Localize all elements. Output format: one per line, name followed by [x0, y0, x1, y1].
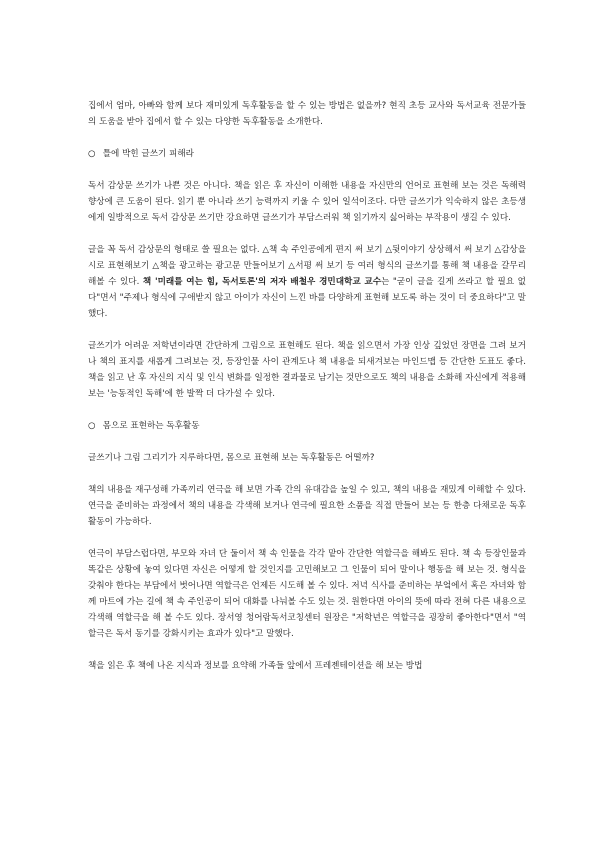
circle-bullet-icon: ○ [88, 421, 96, 431]
paragraph-text: 글을 꼭 독서 감상문의 형태로 쓸 필요는 없다. △책 속 주인공에게 편지 써 보기 △뒷이야기 상상해서 써 보기 △감상을 시로 표현해보기 △책을 광고하는 광고문 만들어보기 △서평 써 보기 등 여러 형식의 글쓰기를 통해 책 내용을 갈무리 해볼 수 있다. [88, 245, 526, 287]
paragraph: 책의 내용을 재구성해 가족끼리 연극을 해 보면 가족 간의 유대감을 높일 수 있고, 책의 내용을 재밌게 이해할 수 있다. 연극을 준비하는 과정에서 책의 내용을 각색해 보거나 연극에 필요한 소품을 직접 만들어 보는 등 한층 다채로운 독후활동이 가능하다. [88, 485, 526, 527]
section-heading-text: 몸으로 표현하는 독후활동 [102, 421, 200, 431]
paragraph: 책을 읽은 후 책에 나온 지식과 정보를 요약해 가족들 앞에서 프레젠테이션을 해 보는 방법 [88, 661, 423, 671]
section-heading-text: 틀에 박힌 글쓰기 피해라 [102, 149, 194, 159]
paragraph: 독서 감상문 쓰기가 나쁜 것은 아니다. 책을 읽은 후 자신이 이해한 내용을 자신만의 언어로 표현해 보는 것은 독해력 향상에 큰 도움이 된다. 읽기 뿐 아니라 쓰기 능력까지 키울 수 있어 일석이조다. 다만 글쓰기가 익숙하지 않은 초등생에게 일방적으로 독서 감상문 쓰기만 강요하면 글쓰기가 부담스러워 책 읽기까지 싫어하는 부작용이 생길 수 있다. [88, 181, 526, 223]
paragraph-text: 는 "굳이 글을 길게 쓰라고 할 필요 없다"면서 "주제나 형식에 구애받지 않고 아이가 자신이 느낀 바를 다양하게 표현해 보도록 하는 것이 더 중요하다"고 말했다. [88, 277, 526, 319]
paragraph-with-quote [88, 242, 526, 322]
paragraph: 글쓰기나 그림 그리기가 지루하다면, 몸으로 표현해 보는 독후활동은 어떨까? [88, 453, 375, 463]
bold-source-attribution: 책 '미래를 여는 힘, 독서토론'의 저자 배철우 경민대학교 교수 [142, 277, 382, 287]
paragraph: 연극이 부담스럽다면, 부모와 자녀 단 둘이서 책 속 인물을 각각 맡아 간단한 역할극을 해봐도 된다. 책 속 등장인물과 똑같은 상황에 놓여 있다면 자신은 어떻게 할 것인지를 고민해보고 그 인물이 되어 말이나 행동을 해 보는 것. 형식을 갖춰야 한다는 부담에서 벗어나면 역할극은 언제든 시도해 볼 수 있다. 저녁 식사를 준비하는 부엌에서 혹은 자녀와 함께 마트에 가는 길에 책 속 주인공이 되어 대화를 나눠볼 수도 있는 것. 원한다면 아이의 뜻에 따라 전혀 다른 내용으로 각색해 역할극을 해 볼 수도 있다. 장서영 청어람독서코칭센터 원장은 "저학년은 역할극을 굉장히 좋아한다"면서 "역할극은 독서 동기를 강화시키는 효과가 있다"고 말했다. [88, 549, 526, 639]
section-heading-writing [88, 146, 526, 162]
section-heading-body [88, 418, 526, 434]
intro-paragraph: 집에서 엄마, 아빠와 함께 보다 재미있게 독후활동을 할 수 있는 방법은 없을까? 현직 초등 교사와 독서교육 전문가들의 도움을 받아 집에서 할 수 있는 다양한 독후활동을 소개한다. [88, 101, 526, 127]
circle-bullet-icon: ○ [88, 149, 96, 159]
paragraph: 글쓰기가 어려운 저학년이라면 간단하게 그림으로 표현해도 된다. 책을 읽으면서 가장 인상 깊었던 장면을 그려 보거나 책의 표지를 새롭게 그려보는 것, 등장인물 사이 관계도나 책 내용을 되새겨보는 마인드맵 등 간단한 도표도 좋다. 책을 읽고 난 후 자신의 지식 및 인식 변화를 일정한 결과물로 남기는 것만으로도 책의 내용을 소화해 자신에게 적용해보는 '능동적인 독해'에 한 발짝 더 다가설 수 있다. [88, 341, 526, 399]
